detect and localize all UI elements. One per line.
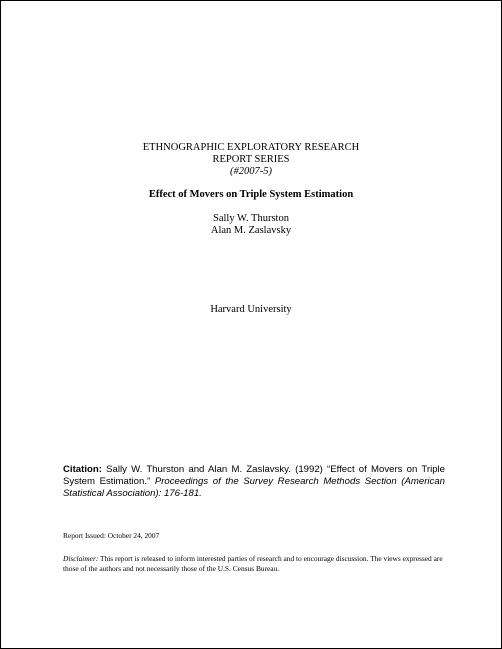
author-name: Alan M. Zaslavsky <box>210 225 292 236</box>
disclaimer-block <box>63 554 443 574</box>
report-series-heading: ETHNOGRAPHIC EXPLORATORY RESEARCH <box>142 142 360 153</box>
report-series-subheading: REPORT SERIES <box>212 154 290 165</box>
author-name: Sally W. Thurston <box>213 213 289 224</box>
report-title: Effect of Movers on Triple System Estimation <box>148 189 354 200</box>
citation-text: Sally W. Thurston and Alan M. Zaslavsky. (1992) “Effect of Movers on Triple System Estimation.” <box>63 464 445 487</box>
disclaimer-label: Disclaimer: <box>63 554 99 563</box>
citation-block <box>63 464 445 500</box>
disclaimer-text: This report is released to inform interested parties of research and to encourage discussion. The views expressed are those of the authors and not necessarily those of the U.S. Census Bureau. <box>63 554 443 573</box>
report-issued-date: Report Issued: October 24, 2007 <box>63 531 160 540</box>
report-number: (#2007-5) <box>230 166 272 177</box>
author-affiliation: Harvard University <box>210 304 292 315</box>
citation-proceedings: Proceedings of the Survey Research Methods Section (American Statistical Association): 176-181. <box>63 476 445 499</box>
citation-label: Citation: <box>63 464 102 475</box>
